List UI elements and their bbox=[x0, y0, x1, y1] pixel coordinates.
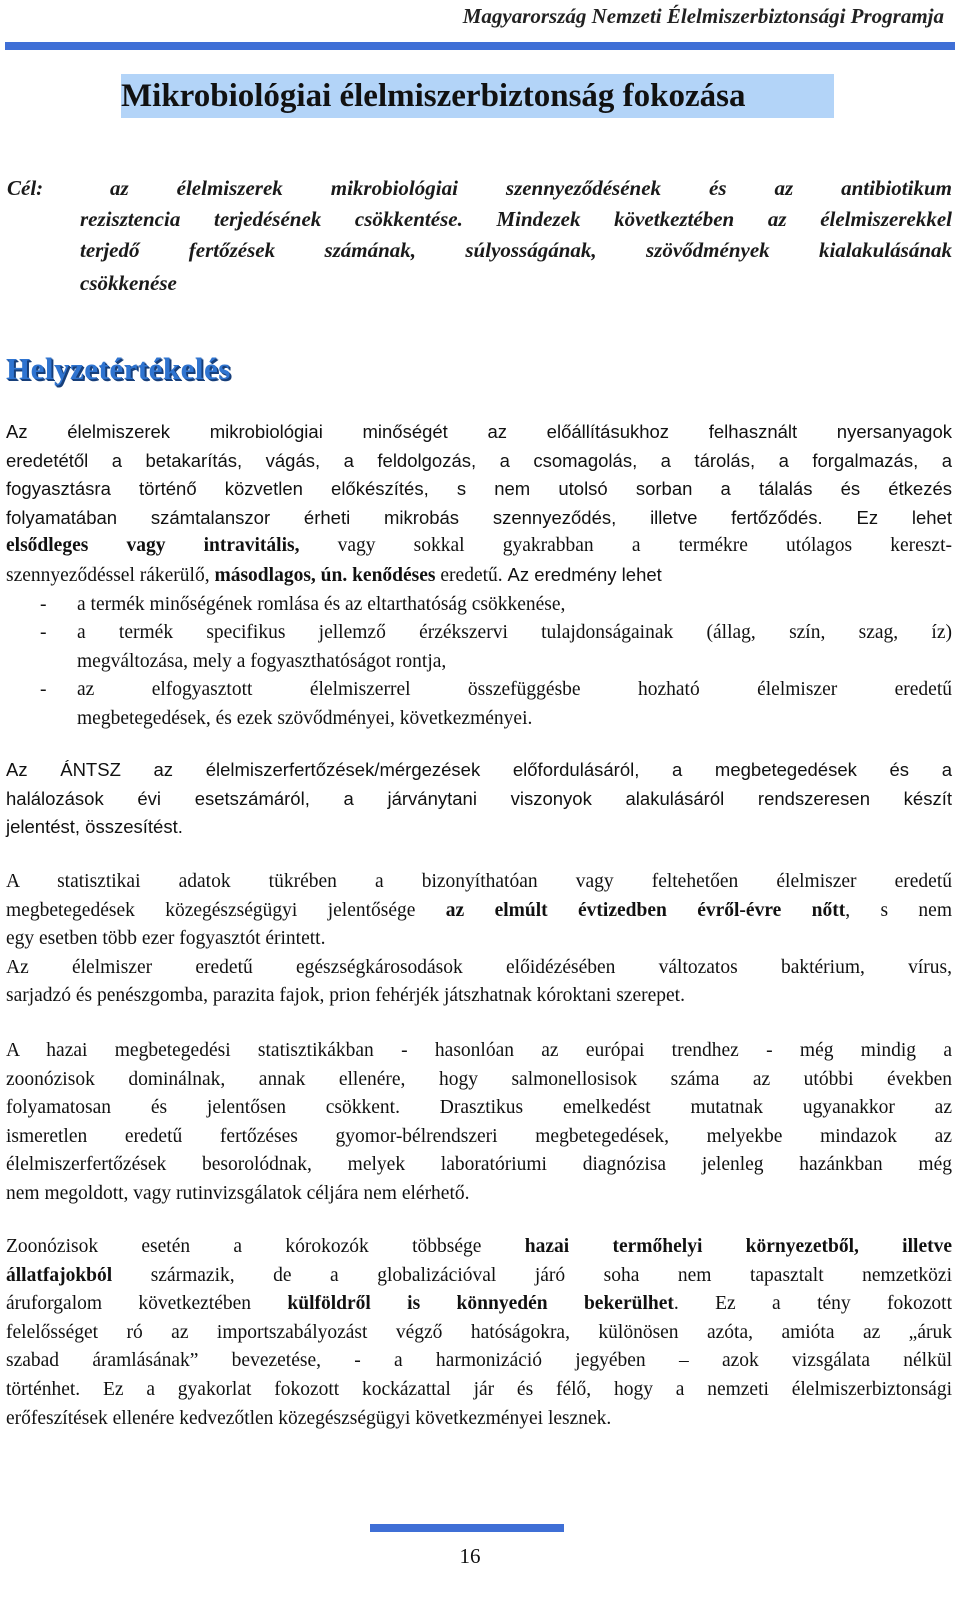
emphasis-text: állatfajokból bbox=[6, 1264, 113, 1286]
paragraph-statistics bbox=[6, 868, 952, 1011]
emphasis-text: elsődleges vagy intravitális, bbox=[6, 535, 300, 557]
list-dash: - bbox=[40, 679, 47, 701]
text-line: folyamatában számtalanszor érheti mikrobás szennyeződés, illetve fertőződés. Ez lehet bbox=[6, 506, 952, 528]
text-line: erőfeszítések ellenére kedvezőtlen közegészségügyi következményei lesznek. bbox=[6, 1407, 612, 1429]
text-segment: eredetű. bbox=[435, 564, 508, 586]
text-line: fogyasztásra történő közvetlen előkészítés, s nem utolsó sorban a tálalás és étkezés bbox=[6, 478, 952, 500]
list-item bbox=[6, 676, 952, 705]
text-line: halálozások évi esetszámáról, a járványtani viszonyok alakulásáról rendszeresen készít bbox=[6, 787, 952, 809]
paragraph-zoonoses bbox=[6, 1037, 952, 1209]
text-line: jelentést, összesítést. bbox=[6, 816, 183, 838]
text-line bbox=[6, 561, 952, 591]
list-item-text: a termék minőségének romlása és az eltarthatóság csökkenése, bbox=[77, 593, 566, 615]
text-line: eredetétől a betakarítás, vágás, a feldolgozás, a csomagolás, a tárolás, a forgalmazás, a bbox=[6, 449, 952, 471]
text-line: Az élelmiszer eredetű egészségkárosodások előidézésében változatos baktérium, vírus, bbox=[6, 956, 952, 978]
text-segment: Az eredmény lehet bbox=[507, 563, 662, 585]
text-line: egy esetben több ezer fogyasztót érintett. bbox=[6, 928, 326, 950]
goal-line-2: rezisztencia terjedésének csökkentése. Mindezek következtében az élelmiszerekkel bbox=[80, 207, 952, 231]
text-line: sarjadzó és penészgomba, parazita fajok, prion fehérjék játszhatnak kóroktani szerepet. bbox=[6, 985, 685, 1007]
text-segment: áruforgalom következtében bbox=[6, 1293, 288, 1315]
text-line: Az ÁNTSZ az élelmiszerfertőzések/mérgezések előfordulásáról, a megbetegedések és a bbox=[6, 759, 952, 780]
page-number: 16 bbox=[459, 1544, 481, 1568]
page-title: Mikrobiológiai élelmiszerbiztonság fokozása bbox=[121, 74, 834, 118]
text-segment: Zoonózisok esetén a kórokozók többsége bbox=[6, 1236, 525, 1257]
emphasis-text: az elmúlt évtizedben évről-évre nőtt bbox=[445, 899, 846, 921]
text-line bbox=[6, 1233, 952, 1262]
text-segment: megbetegedések közegészségügyi jelentősége bbox=[6, 899, 446, 921]
text-line: ismeretlen eredetű fertőzéses gyomor-bélrendszeri megbetegedések, melyekbe mindazok az bbox=[6, 1125, 952, 1147]
text-line bbox=[6, 532, 952, 561]
goal-line-4: csökkenése bbox=[80, 271, 177, 295]
text-line: szabad áramlásának” bevezetése, - a harmonizáció jegyében – azok vizsgálata nélkül bbox=[6, 1350, 952, 1372]
text-line: zoonózisok dominálnak, annak ellenére, hogy salmonellosisok száma az utóbbi években bbox=[6, 1068, 952, 1090]
text-line: Az élelmiszerek mikrobiológiai minőségét az előállításukhoz felhasznált nyersanyagok bbox=[6, 421, 952, 442]
list-item-continuation: megváltozása, mely a fogyaszthatóságot rontja, bbox=[77, 650, 447, 672]
goal-label: Cél: bbox=[7, 176, 44, 200]
goal-line-3: terjedő fertőzések számának, súlyosságának, szövődmények kialakulásának bbox=[80, 238, 952, 262]
emphasis-text: hazai termőhelyi környezetből, illetve bbox=[524, 1236, 952, 1257]
running-header: Magyarország Nemzeti Élelmiszerbiztonsági Programja bbox=[462, 4, 944, 28]
text-line: A hazai megbetegedési statisztikákban - hasonlóan az európai trendhez - még mindig a bbox=[6, 1040, 952, 1061]
text-segment: , s nem bbox=[845, 899, 953, 921]
text-segment: vagy sokkal gyakrabban a termékre utólagos kereszt- bbox=[299, 535, 952, 557]
text-line: történhet. Ez a gyakorlat fokozott kockázattal jár és félő, hogy a nemzeti élelmiszerbiztonsági bbox=[6, 1378, 952, 1400]
text-line bbox=[6, 1290, 952, 1319]
text-segment: . Ez a tény fokozott bbox=[673, 1293, 953, 1315]
text-line: folyamatosan és jelentősen csökkent. Drasztikus emelkedést mutatnak ugyanakkor az bbox=[6, 1097, 952, 1119]
emphasis-text: külföldről is könnyedén bekerülhet bbox=[287, 1293, 674, 1315]
list-dash: - bbox=[40, 622, 47, 644]
header-rule bbox=[5, 42, 955, 50]
emphasis-text: másodlagos, ún. kenődéses bbox=[214, 564, 436, 586]
text-line bbox=[6, 1262, 952, 1291]
section-heading: Helyzetértékelés bbox=[6, 351, 231, 386]
text-segment: származik, de a globalizációval járó soha nem tapasztalt nemzetközi bbox=[112, 1264, 952, 1286]
text-line: élelmiszerfertőzések besorolódnak, melyek laboratóriumi diagnózisa jelenleg hazánkban még bbox=[6, 1154, 952, 1176]
list-dash: - bbox=[40, 593, 47, 615]
list-item bbox=[6, 591, 952, 620]
list-item bbox=[6, 619, 952, 648]
text-line bbox=[6, 897, 952, 926]
footer-rule bbox=[370, 1524, 564, 1532]
text-line: nem megoldott, vagy rutinvizsgálatok céljára nem elérhető. bbox=[6, 1182, 470, 1204]
list-item-text: a termék specifikus jellemző érzékszervi tulajdonságainak (állag, szín, szag, íz) bbox=[77, 622, 952, 644]
list-item-continuation: megbetegedések, és ezek szövődményei, következményei. bbox=[77, 707, 533, 729]
text-line: A statisztikai adatok tükrében a bizonyíthatóan vagy feltehetően élelmiszer eredetű bbox=[6, 871, 952, 892]
paragraph-antsz bbox=[6, 756, 952, 842]
text-line: felelősséget ró az importszabályozást végző hatóságokra, különösen azóta, amióta az „áruk bbox=[6, 1321, 952, 1343]
paragraph-import bbox=[6, 1233, 952, 1433]
goal-line-1: az élelmiszerek mikrobiológiai szennyeződésének és az antibiotikum bbox=[110, 176, 952, 200]
paragraph-situation bbox=[6, 418, 952, 734]
list-item-text: az elfogyasztott élelmiszerrel összefüggésbe hozható élelmiszer eredetű bbox=[77, 679, 952, 701]
text-segment: szennyeződéssel rákerülő, bbox=[6, 564, 215, 586]
